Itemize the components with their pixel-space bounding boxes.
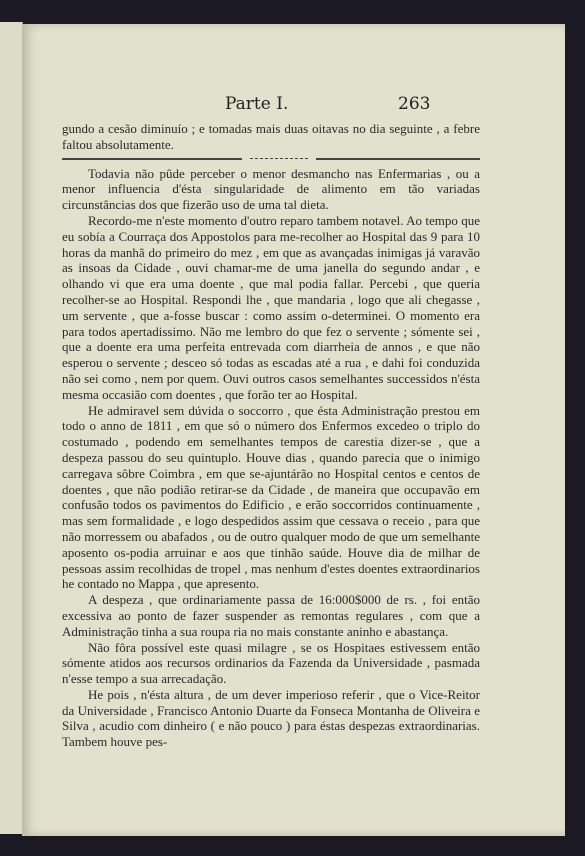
book-page bbox=[22, 24, 565, 836]
paragraph: Não fôra possível este quasi milagre , se os Hospitaes estivessem então sómente atidos aos recursos ordinarios da Fazenda da Universidade , pasmada n'esse tempo a sua arrecadação. bbox=[62, 639, 480, 687]
continuation-paragraph: gundo a cesão diminuío ; e tomadas mais duas oitavas no dia seguinte , a febre faltou absolutamente. bbox=[62, 121, 480, 152]
running-header bbox=[22, 94, 565, 116]
facing-page-edge bbox=[0, 22, 23, 834]
paragraph: A despeza , que ordinariamente passa de 16:000$000 de rs. , foi então excessiva ao ponto de fazer suspender as remontas regulares , com que a Administração tinha a sua roupa ria no mais constante aninho e abastança. bbox=[62, 592, 480, 639]
body-text bbox=[62, 121, 480, 750]
paragraph: He admiravel sem dúvida o soccorro , que ésta Administração prestou em todo o anno de 1811 , em que só o número dos Enfermos excedeo o triplo do costumado , podendo em semelhantes tempos de carestia dizer-se , que a despeza passou do seu quintuplo. Houve dias , quando parecia que o inimigo carregava sôbre Coimbra , em que se-ajuntárão no Hospital centos e centos de doentes , que não podião retirar-se da Cidade , de maneira que occupavão em confusão todos os pavimentos do Edificio , e erão soccorridos continuamente , mas sem formalidade , e logo despedidos assim que cessava o receio , para que não morressem ou abafados , ou de outro qualquer modo de que um semelhante aposento os-podia arruinar e aos que tinhão saúde. Houve dia de milhar de pessoas assim recolhidas de tropel , mas nenhum d'estes doentes extraordinarios he contado no Mappa , que apresento. bbox=[62, 402, 480, 592]
page-number: 263 bbox=[398, 94, 431, 114]
paragraph: He pois , n'ésta altura , de um dever imperioso referir , que o Vice-Reitor da Universidade , Francisco Antonio Duarte da Fonseca Montanha de Oliveira e Silva , acudio com dinheiro ( e não pouco ) para éstas despezas extraordinarias. Tambem houve pes- bbox=[62, 686, 480, 750]
running-title: Parte I. bbox=[225, 94, 289, 114]
paragraph: Recordo-me n'este momento d'outro reparo tambem notavel. Ao tempo que eu sobía a Courraça dos Appostolos para me-recolher ao Hospital das 9 para 10 horas da manhã do primeiro do mez , em que as avançadas inimigas já varavão as insoas da Cidade , ouvi chamar-me de uma janella do segundo andar , e olhando vi que era uma doente , que mal podia fallar. Percebi , que queria recolher-se ao Hospital. Respondi lhe , que mandaria , logo que ali chegasse , um servente , que a-fosse buscar : como assim o-determinei. O momento era para todos apertadissimo. Não me lembro do que fez o servente ; sómente sei , que a doente era uma perfeita entrevada com diarrheia de annos , e que não esperou o servente ; desceo só todas as escadas até a rua , e dahi foi conduzida não sei como , nem por quem. Ouvi outros casos semelhantes successidos n'ésta mesma occasião com doentes , que forão ter ao Hospital. bbox=[62, 212, 480, 402]
section-divider bbox=[62, 158, 480, 160]
paragraph: Todavia não pûde perceber o menor desmancho nas Enfermarias , ou a menor influencia d'ésta singularidade de alimento em tão variadas circunstâncias dos que fizerão uso de uma tal dieta. bbox=[62, 165, 480, 213]
